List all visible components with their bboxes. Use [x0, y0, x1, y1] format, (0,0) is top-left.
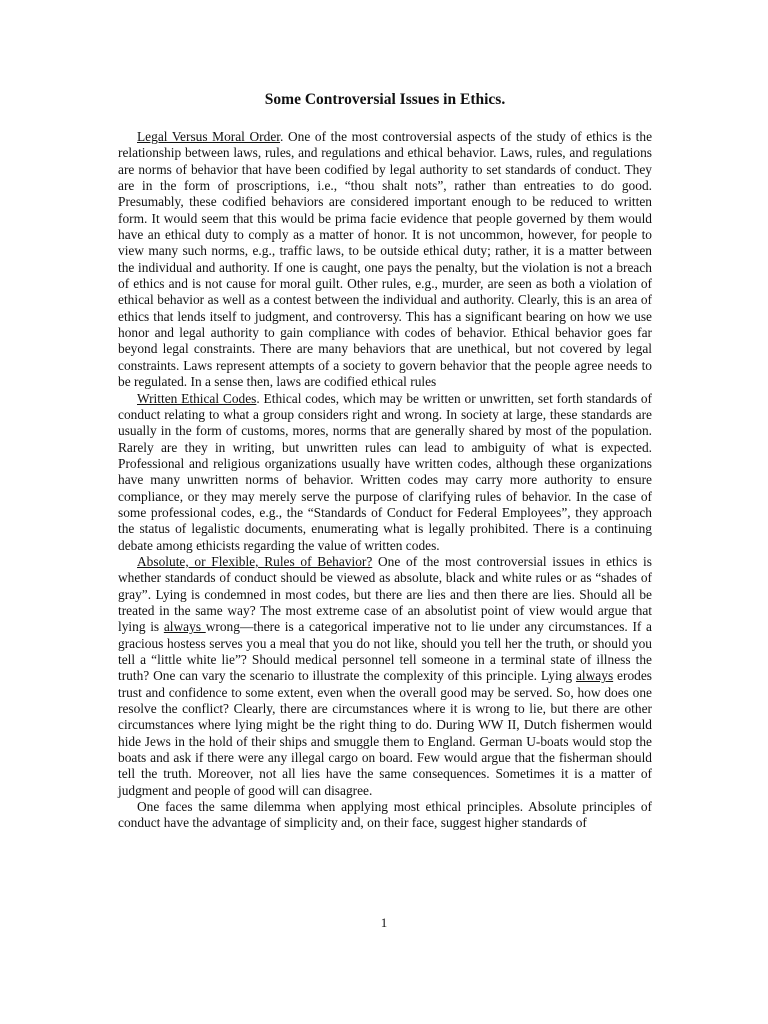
paragraph-text: . Ethical codes, which may be written or unwritten, set forth standards of conduct relating to what a group considers right and wrong. In society at large, these standards are usually in the form of customs, mores, norms that are generally shared by most of the population. Rarely are they in writing, but unwritten rules can lead to ambiguity of what is expected. Professional and religious organizations usually have written codes, although these organizations have many unwritten norms of behavior. Written codes may carry more authority to ensure compliance, or they may merely serve the purpose of clarifying rules of behavior. In the case of some professional codes, e.g., the “Standards of Conduct for Federal Employees”, they approach the status of legalistic documents, enumerating what is legally prohibited. There is a continuing debate among ethicists regarding the value of written codes. — [118, 390, 652, 553]
paragraph-text: One of the most controversial issues in ethics is whether standards of conduct should be viewed as absolute, black and white rules or as “shades of gray”. Lying is condemned in most codes, but there are lies and then there are lies. Should all be treated in the same way? The most extreme case of an absolutist point of view would argue that lying is — [118, 553, 652, 635]
section-heading-absolute-or-flexible-rules: Absolute, or Flexible, Rules of Behavior? — [137, 553, 373, 569]
section-heading-legal-versus-moral-order: Legal Versus Moral Order — [137, 129, 281, 144]
document-page — [118, 90, 652, 832]
paragraph-text: wrong—there is a categorical imperative not to lie under any circumstances. If a gracious hostess serves you a meal that you do not like, should you tell her the truth, or should you tell a “little white lie”? Should medical personnel tell someone in a terminal state of illness the truth? One can vary the scenario to illustrate the complexity of this principle. Lying — [118, 619, 652, 684]
paragraph-same-dilemma — [118, 799, 652, 832]
emphasis-always: always — [163, 619, 206, 635]
paragraph-text: erodes trust and confidence to some extent, even when the overall good may be served. So, how does one resolve the conflict? Clearly, there are circumstances where it is wrong to lie, but there are other circumstances where lying might be the right thing to do. During WW II, Dutch fishermen would hide Jews in the hold of their ships and smuggle them to England. German U-boats would stop the boats and ask if there were any illegal cargo on board. Few would argue that the fisherman should tell the truth. Moreover, not all lies have the same consequences. Sometimes it is a matter of judgment and people of good will can disagree. — [118, 668, 652, 798]
paragraph-written-ethical-codes — [118, 391, 652, 554]
paragraph-text: . One of the most controversial aspects of the study of ethics is the relationship between laws, rules, and regulations and ethical behavior. Laws, rules, and regulations are norms of behavior that have been codified by legal authority to set standards of conduct. They are in the form of proscriptions, i.e., “thou shalt nots”, rather than entreaties to do good. Presumably, these codified behaviors are considered important enough to be reduced to written form. It would seem that this would be prima facie evidence that people governed by them would have an ethical duty to comply as a matter of honor. It is not uncommon, however, for people to view many such norms, e.g., traffic laws, to be outside ethical duty; rather, it is a matter between the individual and authority. If one is caught, one pays the penalty, but the violation is not a breach of ethics and is not cause for moral guilt. Other rules, e.g., murder, are seen as both a violation of ethical behavior as well as a contest between the individual and authority. Clearly, this is an area of ethics that lends itself to judgment, and controversy. This has a significant bearing on how we use honor and legal authority to gain compliance with codes of behavior. Ethical behavior goes far beyond legal constraints. There are many behaviors that are unethical, but not covered by legal constraints. Laws represent attempts of a society to govern behavior that the people agree needs to be regulated. In a sense then, laws are codified ethical rules — [118, 129, 653, 390]
paragraph-text: One faces the same dilemma when applying most ethical principles. Absolute principles of conduct have the advantage of simplicity and, on their face, suggest higher standards of — [118, 799, 652, 831]
emphasis-always: always — [575, 668, 614, 684]
page-number: 1 — [380, 915, 388, 930]
document-title: Some Controversial Issues in Ethics. — [264, 91, 506, 108]
paragraph-absolute-or-flexible-rules — [118, 554, 652, 799]
section-heading-written-ethical-codes: Written Ethical Codes — [137, 390, 257, 406]
paragraph-legal-versus-moral-order — [118, 129, 652, 391]
